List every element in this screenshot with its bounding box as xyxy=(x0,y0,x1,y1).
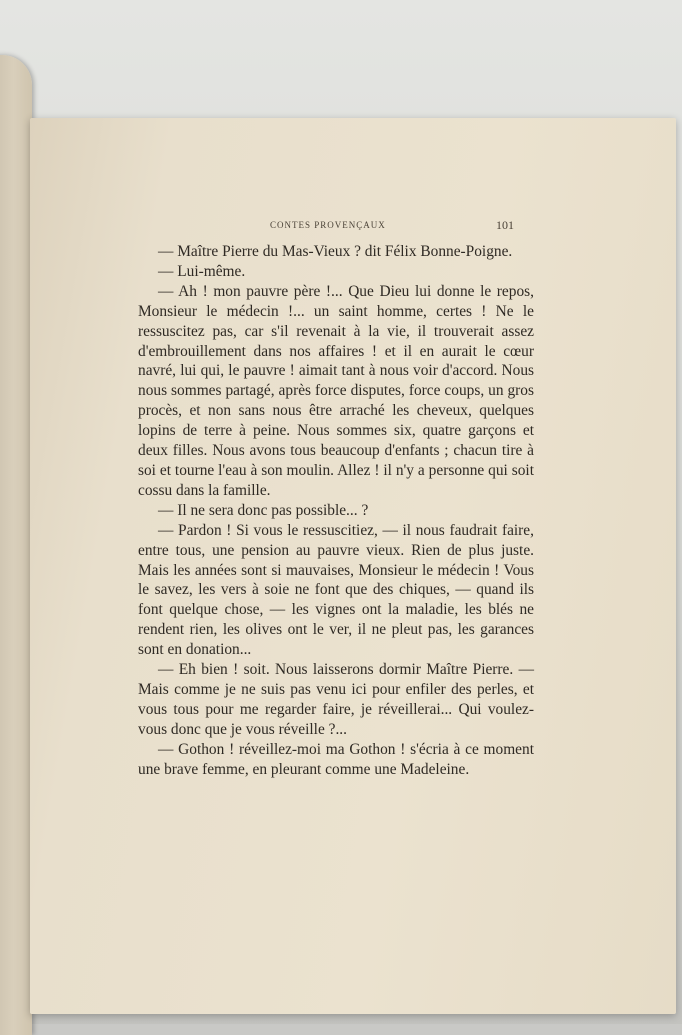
page-text xyxy=(138,242,534,779)
paragraph: — Gothon ! réveillez-moi ma Gothon ! s'écria à ce moment une brave femme, en pleurant comme une Madeleine. xyxy=(138,740,534,778)
running-title: CONTES PROVENÇAUX xyxy=(270,220,386,230)
paragraph: — Maître Pierre du Mas-Vieux ? dit Félix Bonne-Poigne. xyxy=(158,243,513,260)
page-number: 101 xyxy=(496,218,514,232)
paragraph: — Eh bien ! soit. Nous laisserons dormir Maître Pierre. — Mais comme je ne suis pas venu ici pour enfiler des perles, et vous tous pour me regarder faire, je réveillerai... Qui voulez-vous donc que je vous réveille ?... xyxy=(138,661,534,738)
paragraph: — Pardon ! Si vous le ressuscitiez, — il nous faudrait faire, entre tous, une pension au pauvre vieux. Rien de plus juste. Mais les années sont si mauvaises, Monsieur le médecin ! Vous le savez, les vers à soie ne font que des chiques, — quand ils font quelque chose, — les vignes ont la maladie, les blés ne rendent rien, les olives ont le ver, il ne pleut pas, les garances sont en donation... xyxy=(138,521,534,659)
paragraph: — Il ne sera donc pas possible... ? xyxy=(158,501,369,519)
paragraph: — Lui-même. xyxy=(158,262,246,280)
paragraph: — Ah ! mon pauvre père !... Que Dieu lui donne le repos, Monsieur le médecin !... un saint homme, certes ! Ne le ressuscitez pas, car s'il revenait à la vie, il trouverait assez d'embrouillement dans nos affaires ! et il en aurait le cœur navré, lui qui, le pauvre ! aimait tant à nous voir d'accord. Nous nous sommes partagé, après force disputes, force coups, un gros procès, et non sans nous être arraché les cheveux, quelques lopins de terre à peine. Nous sommes six, quatre garçons et deux filles. Nous avons tous beaucoup d'enfants ; chacun tire à soi et tourne l'eau à son moulin. Allez ! il n'y a personne qui soit cossu dans la famille. xyxy=(138,282,534,499)
facing-page-edge xyxy=(0,55,32,1035)
